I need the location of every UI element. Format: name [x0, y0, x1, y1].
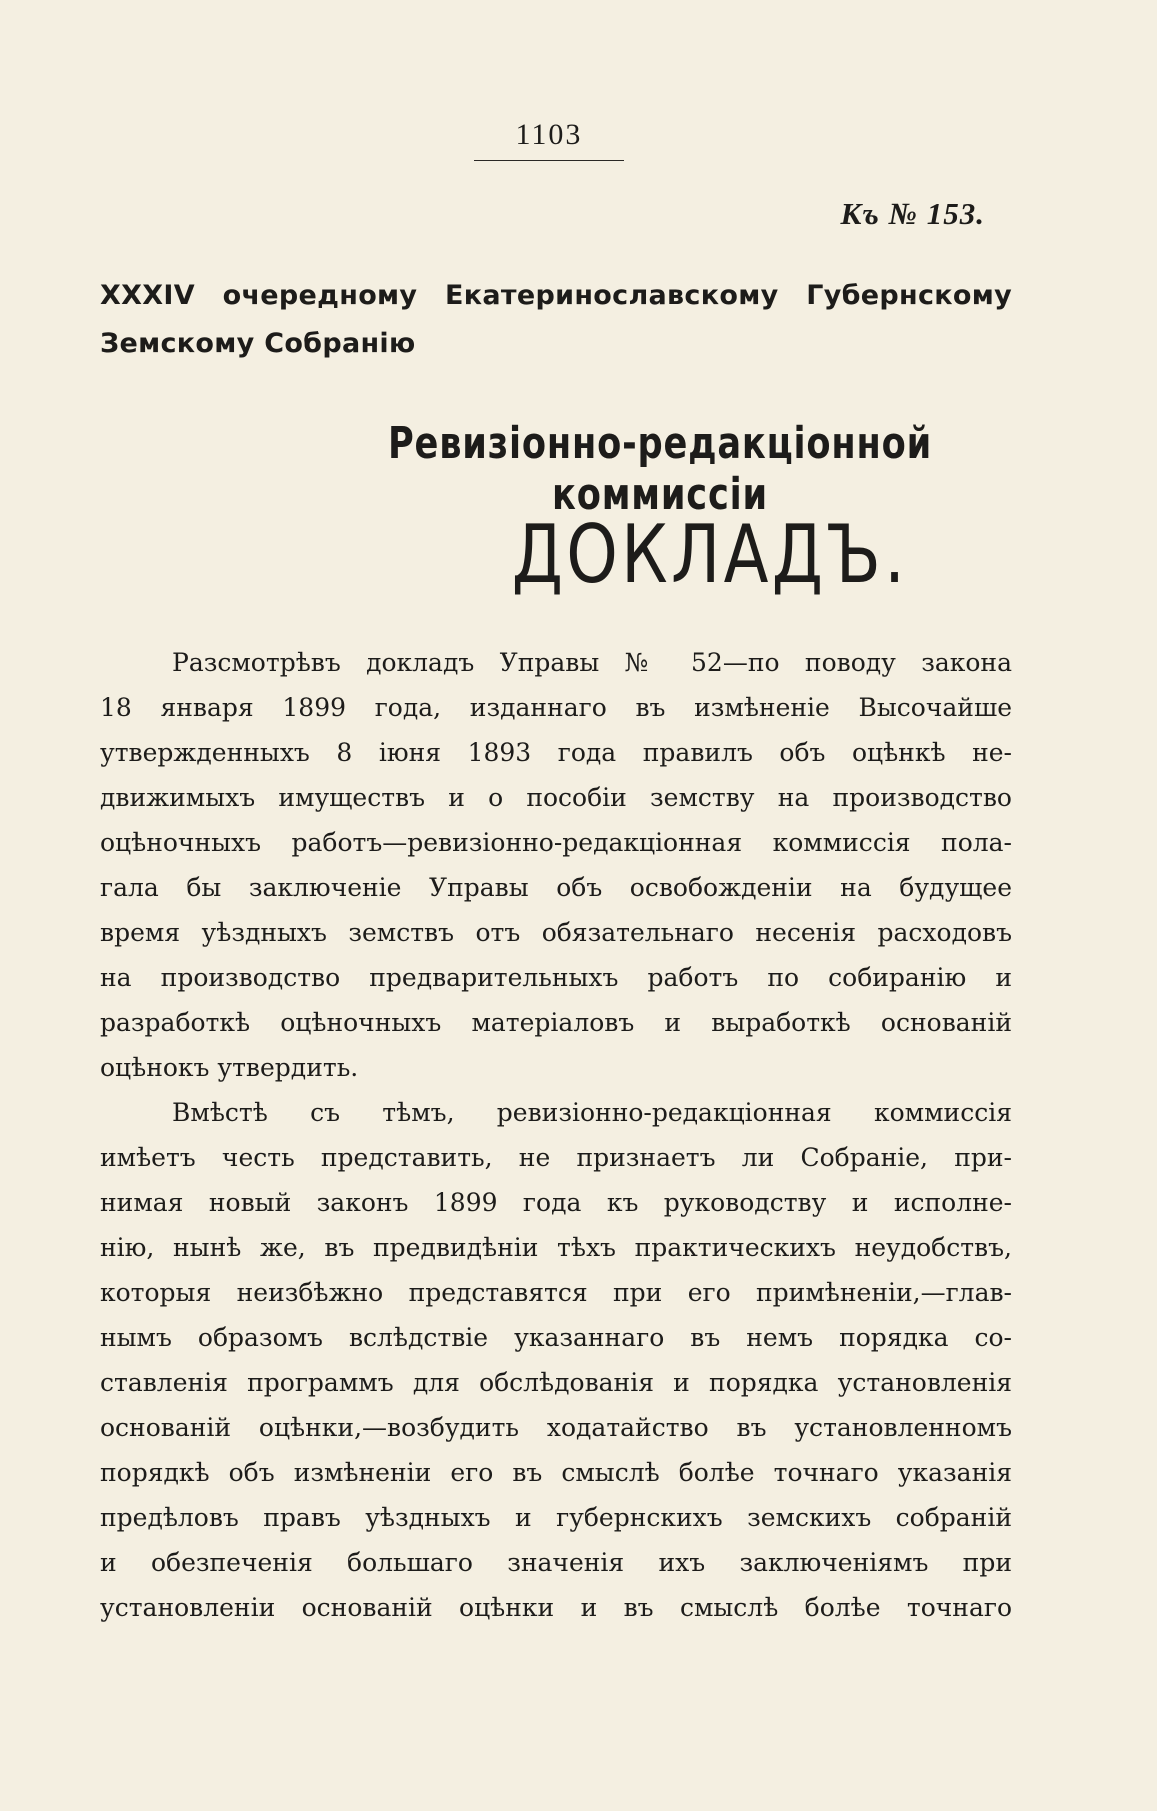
- text-line: движимыхъ имуществъ и о пособіи земству на производство: [100, 783, 1012, 812]
- document-reference: Къ № 153.: [840, 196, 985, 231]
- text-line: основаній оцѣнки,—возбудить ходатайство въ установленномъ: [100, 1413, 1012, 1442]
- text-line: разработкѣ оцѣночныхъ матеріаловъ и выработкѣ основаній: [100, 1008, 1012, 1037]
- commission-title: Ревизіонно-редакціонной коммиссіи: [387, 418, 933, 520]
- text-line: Вмѣстѣ съ тѣмъ, ревизіонно-редакціонная коммиссія: [172, 1098, 1012, 1127]
- text-line: которыя неизбѣжно представятся при его примѣненіи,—глав-: [100, 1278, 1012, 1307]
- text-line: гала бы заключеніе Управы объ освобожденіи на будущее: [100, 873, 1012, 902]
- text-line: порядкѣ объ измѣненіи его въ смыслѣ болѣе точнаго указанія: [100, 1458, 1012, 1487]
- addressee-heading: XXXIV очередному Екатеринославскому Губернскому Земскому Собранію: [100, 280, 1012, 359]
- text-line: оцѣнокъ утвердить.: [100, 1053, 359, 1082]
- text-line: Разсмотрѣвъ докладъ Управы № 52—по поводу закона: [172, 648, 1012, 677]
- text-line: нимая новый законъ 1899 года къ руководству и исполне-: [100, 1188, 1012, 1217]
- text-line: утвержденныхъ 8 іюня 1893 года правилъ объ оцѣнкѣ не-: [100, 738, 1012, 767]
- text-line: на производство предварительныхъ работъ по собиранію и: [100, 963, 1012, 992]
- page-number-rule: [474, 160, 624, 161]
- document-title: ДОКЛАДЪ.: [511, 508, 909, 601]
- text-line: имѣетъ честь представить, не признаетъ ли Собраніе, при-: [100, 1143, 1012, 1172]
- text-line: и обезпеченія большаго значенія ихъ заключеніямъ при: [100, 1548, 1012, 1577]
- text-line: время уѣздныхъ земствъ отъ обязательнаго несенія расходовъ: [100, 918, 1012, 947]
- text-line: установленіи основаній оцѣнки и въ смыслѣ болѣе точнаго: [100, 1593, 1012, 1622]
- report-body: [100, 640, 1012, 1630]
- text-line: предѣловъ правъ уѣздныхъ и губернскихъ земскихъ собраній: [100, 1503, 1012, 1532]
- text-line: нымъ образомъ вслѣдствіе указаннаго въ немъ порядка со-: [100, 1323, 1012, 1352]
- text-line: нію, нынѣ же, въ предвидѣніи тѣхъ практическихъ неудобствъ,: [100, 1233, 1012, 1262]
- text-line: 18 января 1899 года, изданнаго въ измѣненіе Высочайше: [100, 693, 1012, 722]
- text-line: оцѣночныхъ работъ—ревизіонно-редакціонная коммиссія пола-: [100, 828, 1012, 857]
- page-number: 1103: [515, 118, 583, 151]
- text-line: ставленія программъ для обслѣдованія и порядка установленія: [100, 1368, 1012, 1397]
